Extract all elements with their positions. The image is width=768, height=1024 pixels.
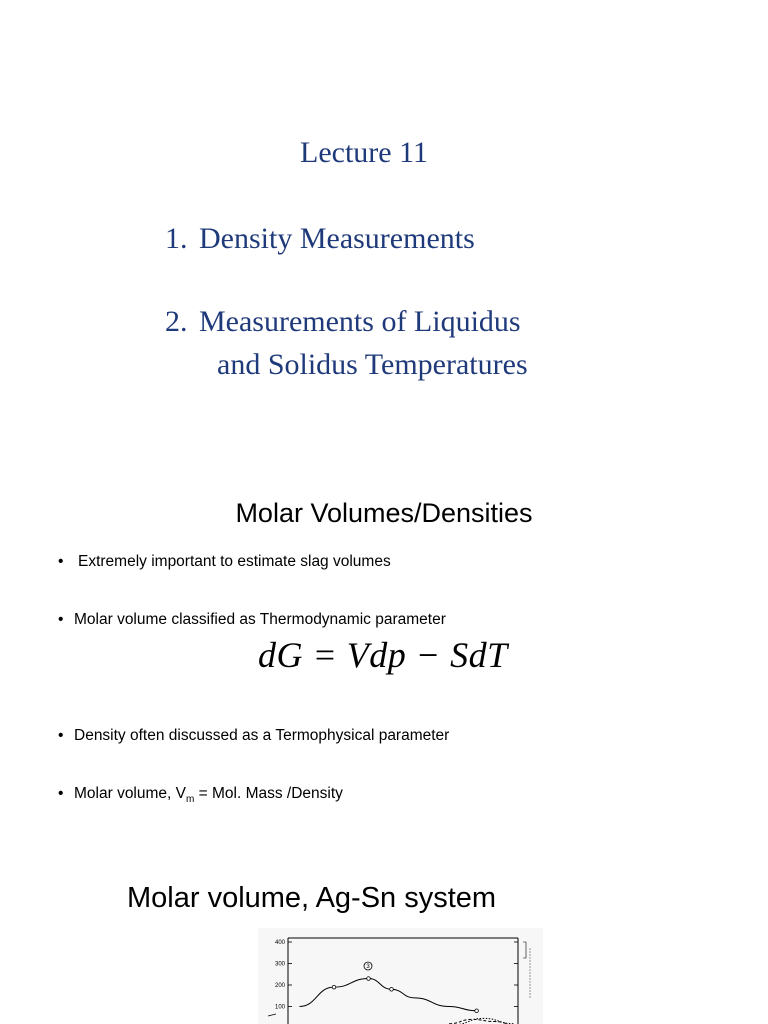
bullet-text: Extremely important to estimate slag volumes — [78, 553, 391, 570]
molar-volume-chart — [258, 928, 543, 1024]
data-point — [332, 985, 336, 989]
bullet-text-prefix: Molar volume, V — [74, 785, 186, 802]
bullet-dot: • — [58, 611, 64, 628]
y-tick-label: 400 — [274, 940, 285, 946]
equation: dG = Vdp − SdT — [258, 635, 508, 675]
data-point — [367, 977, 371, 981]
chart-svg — [258, 928, 543, 1024]
bullet-item — [58, 611, 446, 629]
topic-item-2 — [165, 305, 521, 339]
y-tick-label: 100 — [274, 1004, 285, 1011]
annotation-label: 3 — [366, 964, 370, 970]
bullet-item — [58, 553, 391, 571]
bullet-dot: • — [58, 727, 64, 744]
data-point — [475, 1009, 479, 1013]
topic-text: Measurements of Liquidus — [199, 305, 521, 338]
subscript: m — [185, 794, 195, 806]
topic-number: 1. — [165, 222, 188, 255]
bullet-item — [58, 785, 343, 805]
topic-text: Density Measurements — [199, 222, 475, 255]
bullet-text: Density often discussed as a Termophysical parameter — [74, 727, 450, 744]
bullet-item — [58, 727, 449, 745]
bullet-text-suffix: = Mol. Mass /Density — [194, 785, 343, 802]
bullet-dot: • — [58, 785, 64, 802]
y-tick-label: 200 — [274, 983, 285, 989]
y-tick-label: 300 — [274, 961, 285, 968]
data-point — [390, 988, 394, 992]
section-heading: Molar Volumes/Densities — [235, 498, 533, 528]
bullet-dot: • — [58, 553, 64, 570]
chart-bg — [258, 928, 543, 1024]
lecture-title: Lecture 11 — [300, 136, 428, 169]
topic-text-continued: and Solidus Temperatures — [217, 348, 528, 381]
topic-number: 2. — [165, 305, 188, 338]
bullet-text: Molar volume classified as Thermodynamic parameter — [74, 611, 446, 628]
topic-item-1 — [165, 222, 475, 256]
chart-heading: Molar volume, Ag-Sn system — [127, 882, 497, 914]
